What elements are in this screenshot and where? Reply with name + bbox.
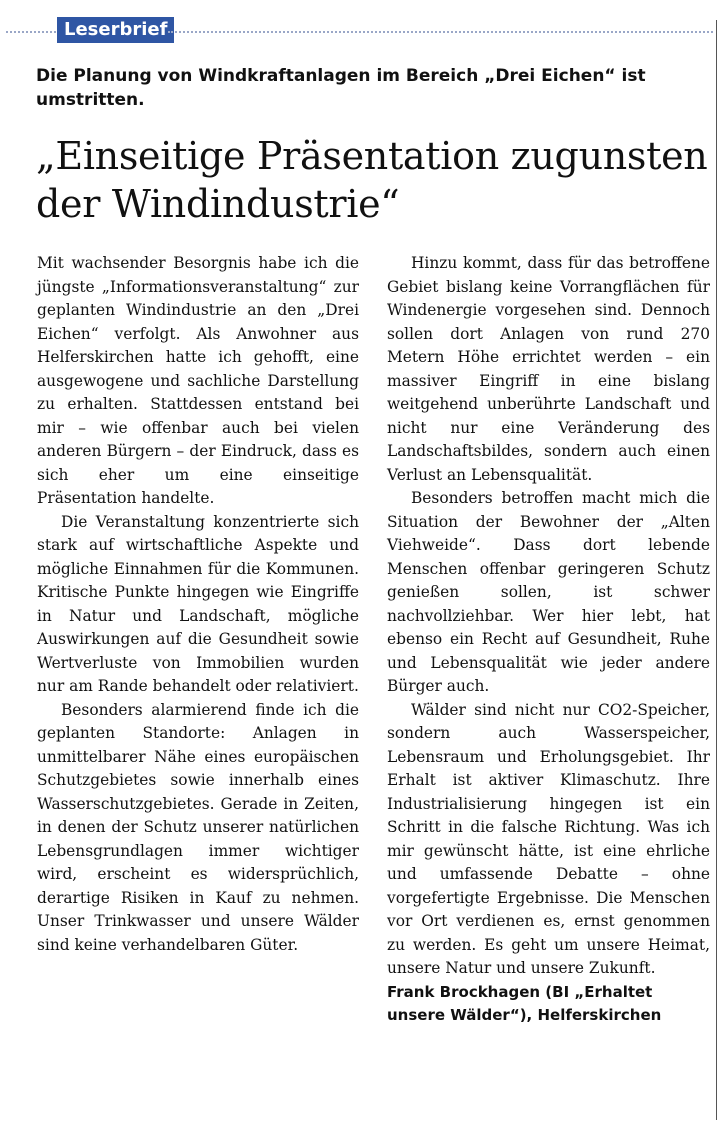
author-signature: Frank Brockhagen (BI „Erhaltet unsere Wälder“), Helferskirchen <box>387 982 662 1024</box>
body-paragraph: Hinzu kommt, dass für das betroffene Gebiet bislang keine Vorrangflächen für Windenergie vorgesehen sind. Dennoch sollen dort Anlagen von rund 270 Metern Höhe errichtet werden – ein massiver Eingriff in eine bislang weitgehend unberührte Landschaft und nicht nur eine Veränderung des Landschaftsbildes, sondern auch einen Verlust an Lebensqualität. <box>387 254 710 484</box>
dotted-rule-left <box>6 31 56 33</box>
body-paragraph: Mit wachsender Besorgnis habe ich die jüngste „Informationsveranstaltung“ zur geplanten Windindustrie an den „Drei Eichen“ verfolgt. Als Anwohner aus Helferskirchen hatte ich gehofft, eine ausgewogene und sachliche Darstellung zu erhalten. Stattdessen entstand bei mir – wie offenbar auch bei vielen anderen Bürgern – der Eindruck, dass es sich eher um eine einseitige Präsentation handelte. <box>37 254 359 507</box>
body-paragraph: Besonders betroffen macht mich die Situation der Bewohner der „Alten Viehweide“. Dass dort lebende Menschen offenbar geringeren Schutz genießen sollen, ist schwer nachvollziehbar. Wer hier lebt, hat ebenso ein Recht auf Gesundheit, Ruhe und Lebensqualität wie jeder andere Bürger auch. <box>387 489 710 695</box>
article-column-left <box>37 252 359 957</box>
body-paragraph: Besonders alarmierend finde ich die geplanten Standorte: Anlagen in unmittelbarer Nähe eines europäischen Schutzgebietes sowie innerhalb eines Wasserschutzgebietes. Gerade in Zeiten, in denen der Schutz unserer natürlichen Lebensgrundlagen immer wichtiger wird, erscheint es widersprüchlich, derartige Risiken in Kauf zu nehmen. Unser Trinkwasser und unsere Wälder sind keine verhandelbaren Güter. <box>37 700 359 954</box>
body-paragraph: Die Veranstaltung konzentrierte sich stark auf wirtschaftliche Aspekte und mögliche Einnahmen für die Kommunen. Kritische Punkte hingegen wie Eingriffe in Natur und Landschaft, mögliche Auswirkungen auf die Gesundheit sowie Wertverluste von Immobilien wurden nur am Rande behandelt oder relativiert. <box>37 512 359 695</box>
article-headline: „Einseitige Präsentation zugunsten der Windindustrie“ <box>36 134 708 226</box>
column-border-right <box>716 20 717 1120</box>
section-kicker-badge: Leserbrief <box>57 17 174 43</box>
dotted-rule-right <box>168 31 713 33</box>
article-column-right <box>387 252 710 1027</box>
body-paragraph: Wälder sind nicht nur CO2-Speicher, sondern auch Wasserspeicher, Lebensraum und Erholungsgebiet. Ihr Erhalt ist aktiver Klimaschutz. Ihre Industrialisierung hingegen ist ein Schritt in die falsche Richtung. Was ich mir gewünscht hätte, ist eine ehrliche und umfassende Debatte – ohne vorgefertigte Ergebnisse. Die Menschen vor Ort verdienen es, ernst genommen zu werden. Es geht um unsere Heimat, unsere Natur und unsere Zukunft. <box>387 700 710 977</box>
article-subtitle: Die Planung von Windkraftanlagen im Bereich „Drei Eichen“ ist umstritten. <box>36 66 646 110</box>
